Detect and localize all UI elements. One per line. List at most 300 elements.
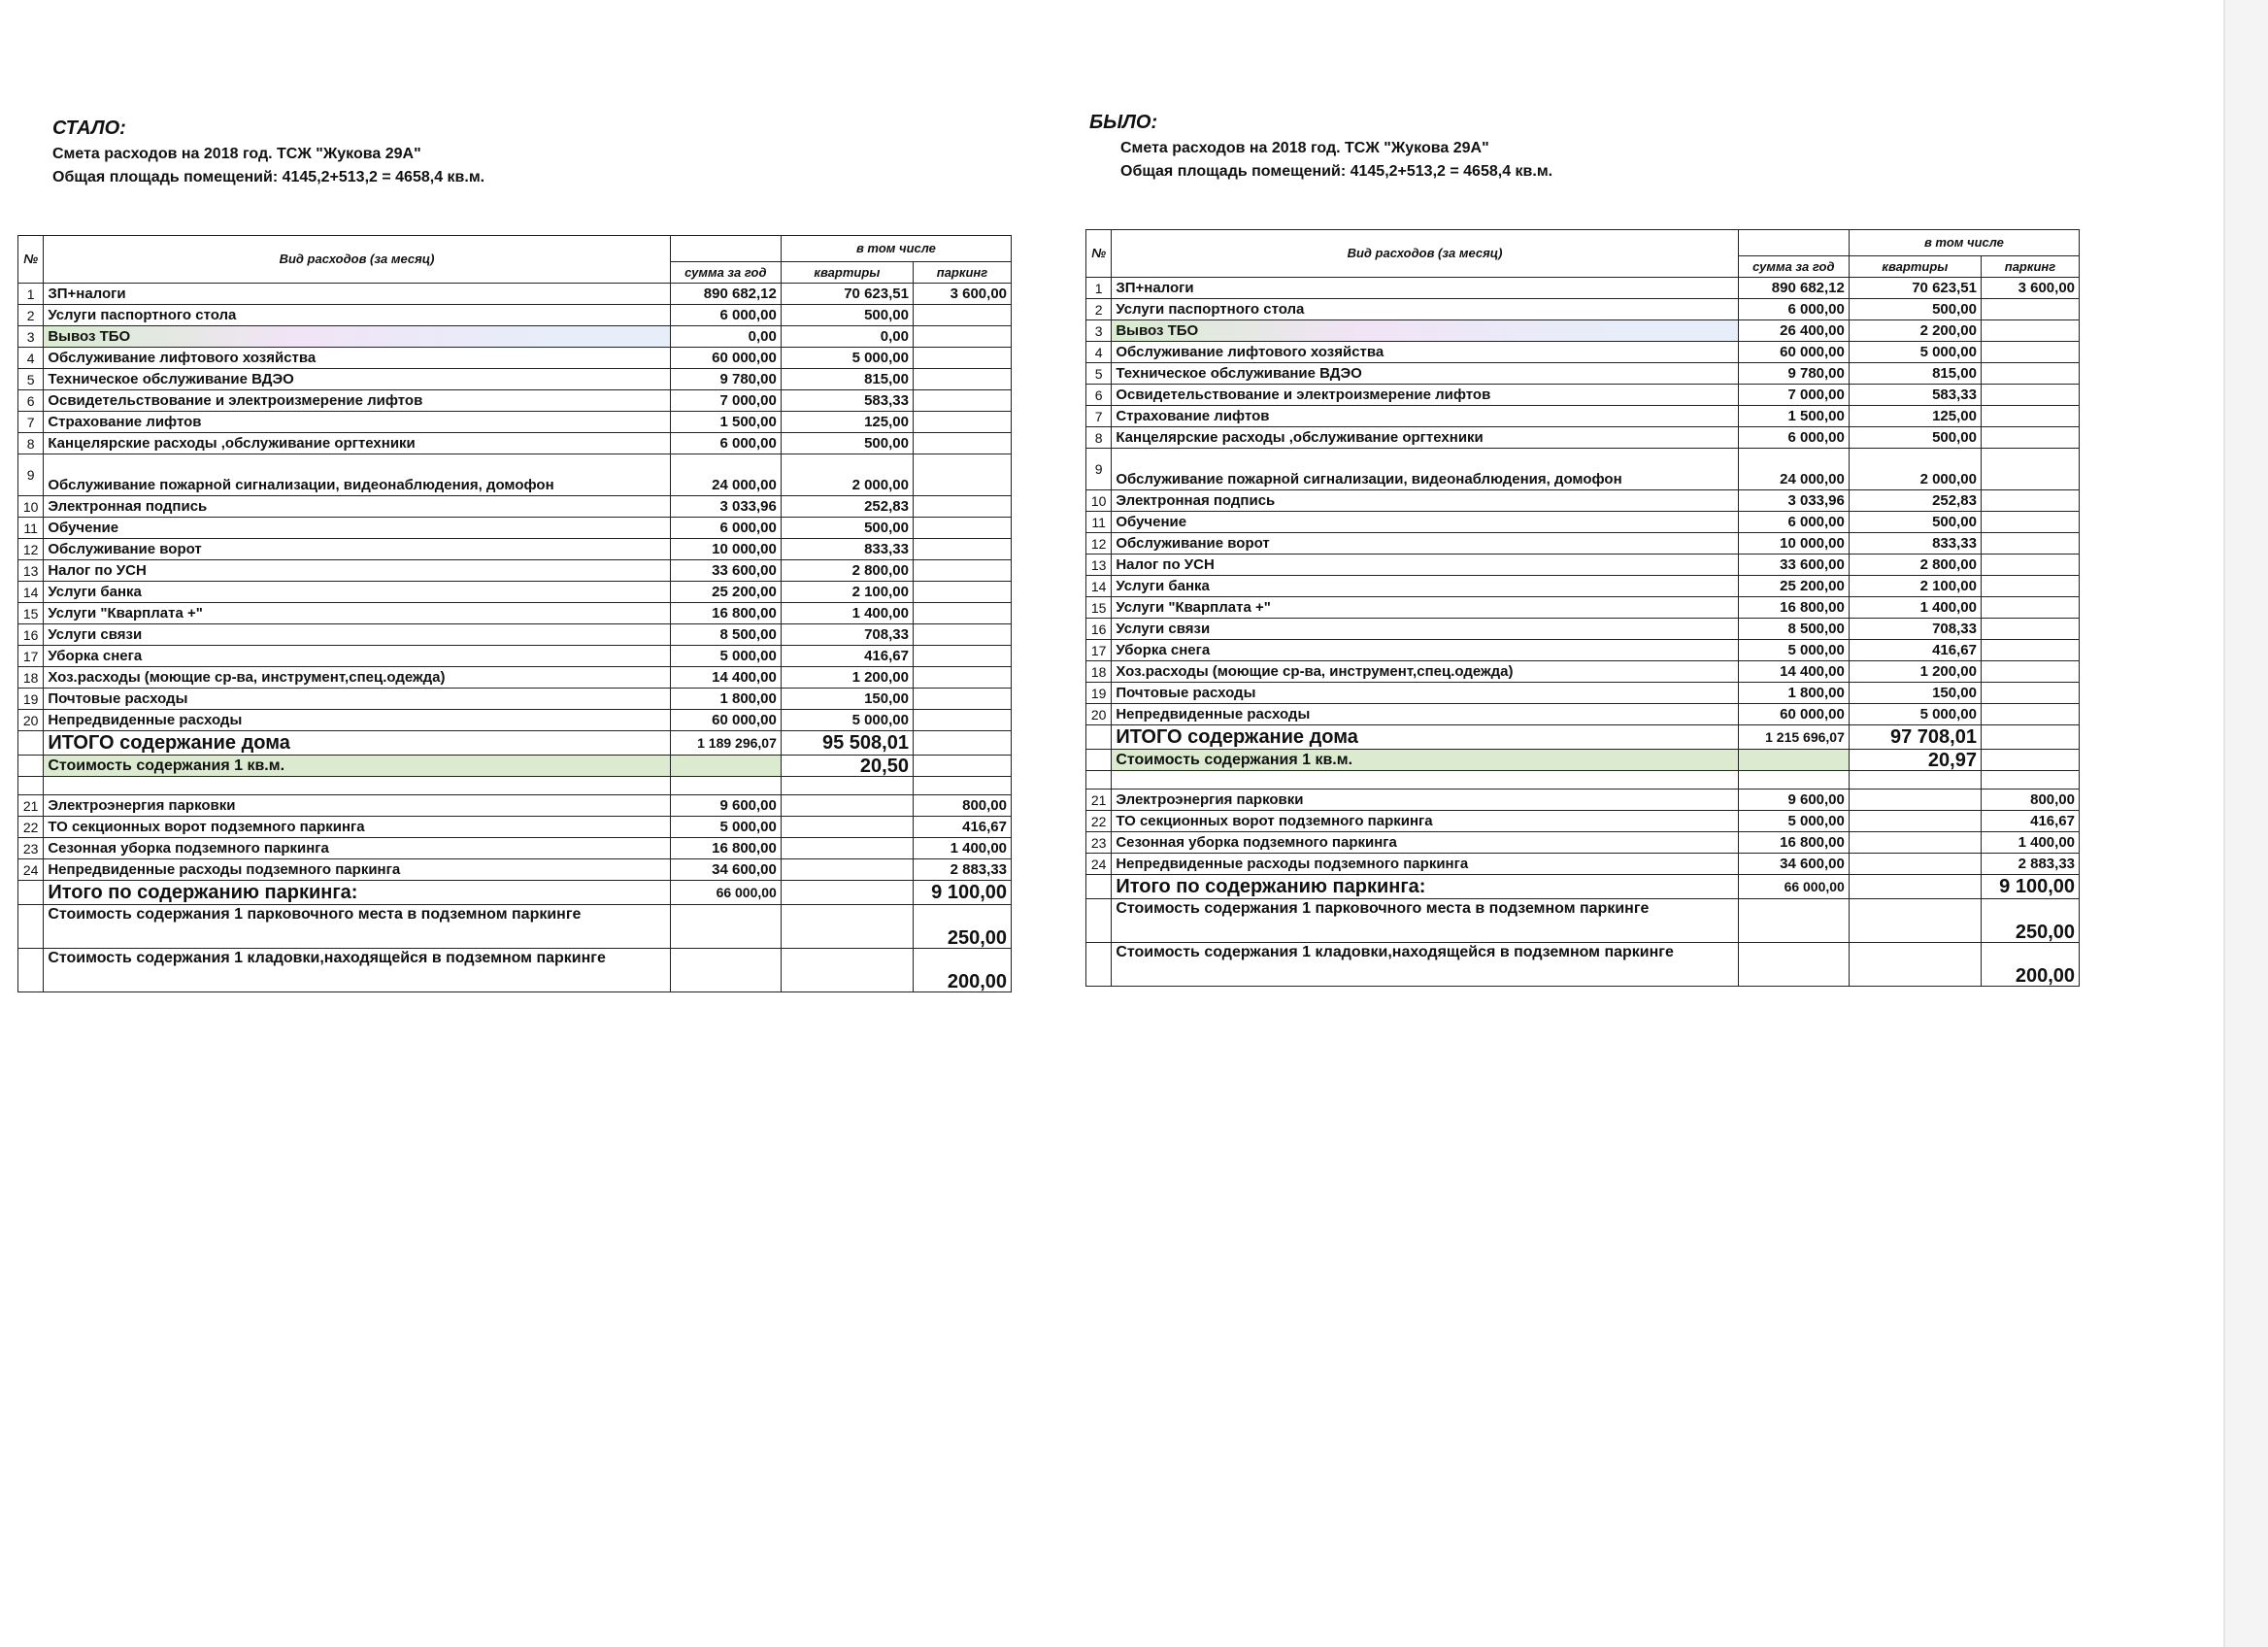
table-row (1086, 576, 2080, 597)
table-row (1086, 342, 2080, 363)
row-sum: 6 000,00 (670, 518, 781, 539)
table-row (1086, 278, 2080, 299)
row-name: Уборка снега (44, 646, 670, 667)
header-park: паркинг (913, 262, 1011, 284)
row-apartments: 252,83 (1849, 490, 1981, 512)
row-sum: 8 500,00 (1738, 619, 1849, 640)
row-name: Услуги связи (44, 624, 670, 646)
row-name: Хоз.расходы (моющие ср-ва, инструмент,спец.одежда) (44, 667, 670, 689)
total-parking-sum: 66 000,00 (1738, 875, 1849, 899)
table-row (18, 582, 1012, 603)
row-parking (913, 412, 1011, 433)
row-parking (913, 624, 1011, 646)
row-parking (913, 326, 1011, 348)
estimate-table (1085, 229, 2080, 987)
row-sum: 9 780,00 (670, 369, 781, 390)
row-number: 3 (1086, 320, 1112, 342)
row-parking: 416,67 (1981, 811, 2079, 832)
row-sum: 16 800,00 (670, 603, 781, 624)
cost-place-value: 250,00 (1981, 899, 2079, 943)
row-apartments: 125,00 (1849, 406, 1981, 427)
row-sum: 34 600,00 (1738, 854, 1849, 875)
row-apartments: 500,00 (1849, 512, 1981, 533)
row-sum: 5 000,00 (670, 646, 781, 667)
row-apartments: 815,00 (781, 369, 913, 390)
table-row (18, 646, 1012, 667)
row-name: Налог по УСН (44, 560, 670, 582)
table-row (18, 795, 1012, 817)
row-number: 7 (18, 412, 44, 433)
row-parking: 800,00 (1981, 790, 2079, 811)
row-number: 22 (18, 817, 44, 838)
row-sum: 6 000,00 (1738, 299, 1849, 320)
row-name: Непредвиденные расходы подземного паркинга (1112, 854, 1738, 875)
row-parking: 800,00 (913, 795, 1011, 817)
row-sum: 3 033,96 (670, 496, 781, 518)
row-name: Канцелярские расходы ,обслуживание оргтехники (1112, 427, 1738, 449)
row-sum: 10 000,00 (1738, 533, 1849, 555)
row-name: ЗП+налоги (44, 284, 670, 305)
row-parking (913, 433, 1011, 454)
row-apartments: 1 400,00 (1849, 597, 1981, 619)
row-parking (913, 689, 1011, 710)
table-row (1086, 385, 2080, 406)
row-name: Уборка снега (1112, 640, 1738, 661)
table-row (18, 560, 1012, 582)
expense-rows (1086, 278, 2080, 725)
row-parking (1981, 342, 2079, 363)
row-apartments: 416,67 (781, 646, 913, 667)
parking-summary (1086, 875, 2080, 987)
row-name: Обслуживание лифтового хозяйства (1112, 342, 1738, 363)
row-number: 15 (18, 603, 44, 624)
row-name: Электронная подпись (44, 496, 670, 518)
row-apartments (781, 838, 913, 859)
cost-sqm-value: 20,50 (781, 756, 913, 777)
row-number: 8 (1086, 427, 1112, 449)
row-number: 1 (1086, 278, 1112, 299)
row-name: Техническое обслуживание ВДЭО (1112, 363, 1738, 385)
row-number: 22 (1086, 811, 1112, 832)
row-sum: 890 682,12 (1738, 278, 1849, 299)
row-apartments: 2 100,00 (1849, 576, 1981, 597)
row-apartments: 500,00 (781, 305, 913, 326)
row-sum: 1 800,00 (670, 689, 781, 710)
block-bylo (1085, 109, 2095, 987)
header-park: паркинг (1981, 256, 2079, 278)
row-parking (1981, 385, 2079, 406)
row-sum: 60 000,00 (670, 710, 781, 731)
row-number: 1 (18, 284, 44, 305)
row-name: Налог по УСН (1112, 555, 1738, 576)
table-row (1086, 512, 2080, 533)
row-parking (913, 390, 1011, 412)
total-parking-value: 9 100,00 (1981, 875, 2079, 899)
row-apartments: 708,33 (1849, 619, 1981, 640)
row-parking (913, 646, 1011, 667)
row-sum: 33 600,00 (670, 560, 781, 582)
table-row (1086, 533, 2080, 555)
row-number: 9 (18, 454, 44, 496)
row-parking (1981, 512, 2079, 533)
total-house-label: ИТОГО содержание дома (44, 731, 670, 756)
parking-rows (18, 795, 1012, 881)
cost-place-label: Стоимость содержания 1 парковочного места в подземном паркинге (1112, 899, 1738, 943)
row-apartments (1849, 832, 1981, 854)
row-number: 7 (1086, 406, 1112, 427)
cost-place-value: 250,00 (913, 905, 1011, 949)
row-apartments: 500,00 (1849, 299, 1981, 320)
row-number: 14 (1086, 576, 1112, 597)
row-number: 21 (1086, 790, 1112, 811)
row-name: Почтовые расходы (44, 689, 670, 710)
table-row (18, 624, 1012, 646)
row-parking: 3 600,00 (1981, 278, 2079, 299)
header-blank (670, 236, 781, 262)
row-parking (1981, 555, 2079, 576)
row-parking (913, 348, 1011, 369)
row-sum: 8 500,00 (670, 624, 781, 646)
table-row (18, 518, 1012, 539)
block-header (1085, 109, 2095, 229)
row-parking (913, 710, 1011, 731)
row-name: Освидетельствование и электроизмерение лифтов (44, 390, 670, 412)
row-number: 21 (18, 795, 44, 817)
row-name: ЗП+налоги (1112, 278, 1738, 299)
total-house-sum: 1 189 296,07 (670, 731, 781, 756)
row-apartments: 150,00 (1849, 683, 1981, 704)
row-parking (1981, 406, 2079, 427)
parking-summary (18, 881, 1012, 992)
row-sum: 7 000,00 (1738, 385, 1849, 406)
row-number: 8 (18, 433, 44, 454)
table-row (1086, 555, 2080, 576)
row-sum: 1 500,00 (670, 412, 781, 433)
table-row (18, 348, 1012, 369)
cost-storage-value: 200,00 (913, 949, 1011, 992)
row-sum: 9 600,00 (1738, 790, 1849, 811)
row-parking (913, 454, 1011, 496)
row-name: Обслуживание пожарной сигнализации, видеонаблюдения, домофон (1112, 449, 1738, 490)
table-row (1086, 640, 2080, 661)
row-name: Страхование лифтов (1112, 406, 1738, 427)
row-apartments: 5 000,00 (781, 710, 913, 731)
header-incl: в том числе (781, 236, 1011, 262)
table-row (18, 454, 1012, 496)
row-number: 13 (1086, 555, 1112, 576)
row-apartments: 583,33 (781, 390, 913, 412)
cost-storage-label: Стоимость содержания 1 кладовки,находящейся в подземном паркинге (1112, 943, 1738, 987)
row-apartments: 1 200,00 (781, 667, 913, 689)
row-number: 10 (1086, 490, 1112, 512)
row-number: 15 (1086, 597, 1112, 619)
table-row (18, 305, 1012, 326)
row-sum: 16 800,00 (1738, 597, 1849, 619)
row-sum: 5 000,00 (670, 817, 781, 838)
table-row (18, 817, 1012, 838)
row-sum: 9 600,00 (670, 795, 781, 817)
row-apartments: 2 100,00 (781, 582, 913, 603)
row-apartments: 815,00 (1849, 363, 1981, 385)
total-parking-sum: 66 000,00 (670, 881, 781, 905)
header-name: Вид расходов (за месяц) (44, 236, 670, 284)
table-row (18, 710, 1012, 731)
header-num: № (18, 236, 44, 284)
table-row (18, 284, 1012, 305)
table-row (18, 838, 1012, 859)
row-apartments: 2 800,00 (1849, 555, 1981, 576)
row-number: 20 (18, 710, 44, 731)
table-row (1086, 427, 2080, 449)
row-apartments: 2 200,00 (1849, 320, 1981, 342)
row-name: Электроэнергия парковки (44, 795, 670, 817)
header-sum: сумма за год (670, 262, 781, 284)
row-parking (913, 369, 1011, 390)
row-name: Освидетельствование и электроизмерение лифтов (1112, 385, 1738, 406)
row-name: Услуги банка (44, 582, 670, 603)
row-apartments: 70 623,51 (781, 284, 913, 305)
estimate-title: Смета расходов на 2018 год. ТСЖ "Жукова 29А" (52, 146, 421, 162)
row-parking (913, 539, 1011, 560)
row-number: 2 (1086, 299, 1112, 320)
row-parking (1981, 619, 2079, 640)
row-parking (913, 582, 1011, 603)
table-row (18, 433, 1012, 454)
row-number: 13 (18, 560, 44, 582)
header-num: № (1086, 230, 1112, 278)
row-parking: 1 400,00 (913, 838, 1011, 859)
row-apartments: 2 800,00 (781, 560, 913, 582)
estimate-table (17, 235, 1012, 992)
row-parking (1981, 576, 2079, 597)
row-apartments: 500,00 (781, 433, 913, 454)
row-sum: 6 000,00 (1738, 512, 1849, 533)
row-apartments: 833,33 (1849, 533, 1981, 555)
row-parking (913, 560, 1011, 582)
row-name: Обучение (1112, 512, 1738, 533)
row-number: 20 (1086, 704, 1112, 725)
row-number: 16 (1086, 619, 1112, 640)
row-number: 24 (18, 859, 44, 881)
row-name: Техническое обслуживание ВДЭО (44, 369, 670, 390)
row-sum: 1 500,00 (1738, 406, 1849, 427)
table-row (1086, 619, 2080, 640)
total-house-apt: 97 708,01 (1849, 725, 1981, 750)
header-sum: сумма за год (1738, 256, 1849, 278)
table-row (18, 390, 1012, 412)
row-sum: 60 000,00 (1738, 342, 1849, 363)
row-sum: 6 000,00 (670, 305, 781, 326)
row-name: Непредвиденные расходы (1112, 704, 1738, 725)
row-apartments: 833,33 (781, 539, 913, 560)
row-apartments: 1 200,00 (1849, 661, 1981, 683)
table-row (18, 859, 1012, 881)
row-parking (1981, 427, 2079, 449)
cost-sqm-value: 20,97 (1849, 750, 1981, 771)
row-name: Сезонная уборка подземного паркинга (1112, 832, 1738, 854)
header-apt: квартиры (1849, 256, 1981, 278)
row-name: Почтовые расходы (1112, 683, 1738, 704)
cost-place-label: Стоимость содержания 1 парковочного места в подземном паркинге (44, 905, 670, 949)
row-sum: 14 400,00 (1738, 661, 1849, 683)
table-row (1086, 406, 2080, 427)
table-row (1086, 854, 2080, 875)
row-name: Услуги связи (1112, 619, 1738, 640)
summary-rows (1086, 725, 2080, 790)
row-apartments (1849, 854, 1981, 875)
row-name: Хоз.расходы (моющие ср-ва, инструмент,спец.одежда) (1112, 661, 1738, 683)
row-number: 18 (18, 667, 44, 689)
header-name: Вид расходов (за месяц) (1112, 230, 1738, 278)
table-row (1086, 597, 2080, 619)
row-apartments: 5 000,00 (1849, 342, 1981, 363)
row-apartments (1849, 811, 1981, 832)
summary-rows (18, 731, 1012, 795)
row-apartments: 252,83 (781, 496, 913, 518)
row-parking (1981, 490, 2079, 512)
row-apartments (781, 795, 913, 817)
row-number: 6 (18, 390, 44, 412)
row-sum: 6 000,00 (1738, 427, 1849, 449)
row-number: 16 (18, 624, 44, 646)
row-name: Обслуживание ворот (44, 539, 670, 560)
row-apartments: 5 000,00 (781, 348, 913, 369)
row-name: Обучение (44, 518, 670, 539)
row-name: Обслуживание лифтового хозяйства (44, 348, 670, 369)
table-row (18, 689, 1012, 710)
row-sum: 26 400,00 (1738, 320, 1849, 342)
table-row (1086, 832, 2080, 854)
cost-storage-label: Стоимость содержания 1 кладовки,находящейся в подземном паркинге (44, 949, 670, 992)
row-apartments (781, 859, 913, 881)
row-name: Вывоз ТБО (1112, 320, 1738, 342)
row-name: Услуги банка (1112, 576, 1738, 597)
row-sum: 33 600,00 (1738, 555, 1849, 576)
row-parking (1981, 640, 2079, 661)
header-incl: в том числе (1849, 230, 2079, 256)
row-parking (913, 518, 1011, 539)
table-row (1086, 811, 2080, 832)
table-row (18, 667, 1012, 689)
row-parking (913, 496, 1011, 518)
row-apartments: 150,00 (781, 689, 913, 710)
total-parking-label: Итого по содержанию паркинга: (1112, 875, 1738, 899)
row-name: Электронная подпись (1112, 490, 1738, 512)
cost-sqm-label: Стоимость содержания 1 кв.м. (1112, 750, 1738, 771)
row-sum: 16 800,00 (1738, 832, 1849, 854)
status-label: СТАЛО: (52, 118, 126, 139)
table-row (1086, 704, 2080, 725)
table-row (18, 603, 1012, 624)
row-sum: 25 200,00 (670, 582, 781, 603)
table-row (1086, 490, 2080, 512)
table-row (1086, 363, 2080, 385)
estimate-title: Смета расходов на 2018 год. ТСЖ "Жукова 29А" (1120, 140, 1489, 156)
row-number: 11 (1086, 512, 1112, 533)
row-name: Обслуживание пожарной сигнализации, видеонаблюдения, домофон (44, 454, 670, 496)
row-apartments: 500,00 (1849, 427, 1981, 449)
table-row (18, 326, 1012, 348)
row-parking: 416,67 (913, 817, 1011, 838)
row-sum: 16 800,00 (670, 838, 781, 859)
row-number: 19 (1086, 683, 1112, 704)
total-parking-value: 9 100,00 (913, 881, 1011, 905)
row-parking (1981, 661, 2079, 683)
row-apartments: 2 000,00 (1849, 449, 1981, 490)
header-blank (1738, 230, 1849, 256)
table-row (1086, 661, 2080, 683)
row-parking (913, 667, 1011, 689)
status-label: БЫЛО: (1089, 112, 1158, 133)
row-parking: 2 883,33 (1981, 854, 2079, 875)
row-parking (1981, 449, 2079, 490)
row-number: 23 (18, 838, 44, 859)
row-sum: 34 600,00 (670, 859, 781, 881)
row-apartments: 500,00 (781, 518, 913, 539)
row-sum: 25 200,00 (1738, 576, 1849, 597)
table-row (1086, 320, 2080, 342)
table-row (1086, 790, 2080, 811)
total-house-sum: 1 215 696,07 (1738, 725, 1849, 750)
row-number: 23 (1086, 832, 1112, 854)
row-apartments (1849, 790, 1981, 811)
row-number: 2 (18, 305, 44, 326)
row-number: 9 (1086, 449, 1112, 490)
row-number: 14 (18, 582, 44, 603)
row-apartments: 583,33 (1849, 385, 1981, 406)
row-apartments (781, 817, 913, 838)
row-number: 6 (1086, 385, 1112, 406)
row-name: Вывоз ТБО (44, 326, 670, 348)
row-name: Услуги "Кварплата +" (1112, 597, 1738, 619)
cost-sqm-label: Стоимость содержания 1 кв.м. (44, 756, 670, 777)
row-number: 5 (18, 369, 44, 390)
row-name: Обслуживание ворот (1112, 533, 1738, 555)
row-sum: 9 780,00 (1738, 363, 1849, 385)
row-sum: 1 800,00 (1738, 683, 1849, 704)
row-number: 11 (18, 518, 44, 539)
row-name: Непредвиденные расходы (44, 710, 670, 731)
table-row (18, 412, 1012, 433)
row-parking (1981, 299, 2079, 320)
row-sum: 890 682,12 (670, 284, 781, 305)
row-parking (1981, 683, 2079, 704)
total-parking-label: Итого по содержанию паркинга: (44, 881, 670, 905)
row-parking (1981, 533, 2079, 555)
row-parking (1981, 363, 2079, 385)
total-house-apt: 95 508,01 (781, 731, 913, 756)
row-sum: 5 000,00 (1738, 811, 1849, 832)
row-apartments: 70 623,51 (1849, 278, 1981, 299)
row-number: 12 (18, 539, 44, 560)
row-number: 4 (18, 348, 44, 369)
parking-rows (1086, 790, 2080, 875)
block-stalo (17, 115, 1027, 992)
row-sum: 14 400,00 (670, 667, 781, 689)
row-apartments: 1 400,00 (781, 603, 913, 624)
row-number: 18 (1086, 661, 1112, 683)
row-sum: 7 000,00 (670, 390, 781, 412)
row-sum: 5 000,00 (1738, 640, 1849, 661)
row-sum: 60 000,00 (670, 348, 781, 369)
row-name: Услуги "Кварплата +" (44, 603, 670, 624)
row-name: Канцелярские расходы ,обслуживание оргтехники (44, 433, 670, 454)
table-row (1086, 299, 2080, 320)
row-number: 19 (18, 689, 44, 710)
row-parking: 3 600,00 (913, 284, 1011, 305)
area-line: Общая площадь помещений: 4145,2+513,2 = 4658,4 кв.м. (1120, 163, 1553, 180)
row-parking (1981, 597, 2079, 619)
